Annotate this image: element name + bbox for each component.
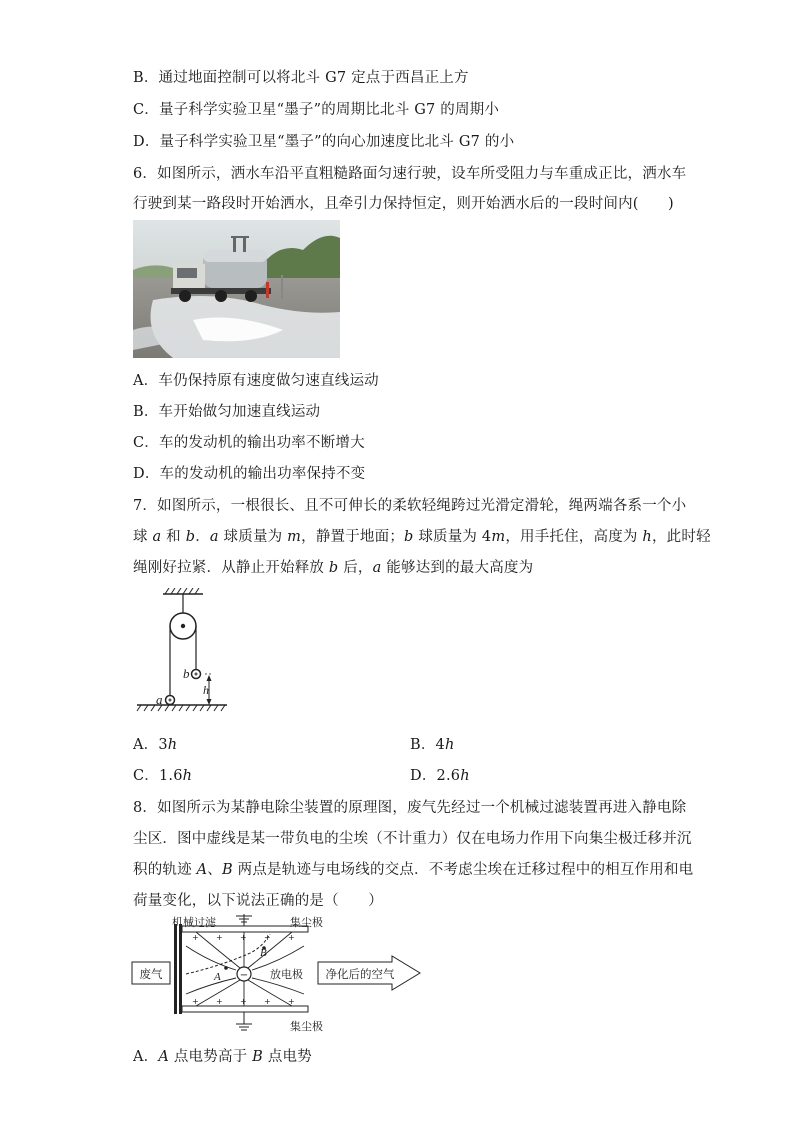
svg-text:+: + bbox=[264, 997, 271, 1006]
q8-option-a: A．A 点电势高于 B 点电势 bbox=[133, 1049, 312, 1065]
svg-text:+: + bbox=[216, 933, 223, 942]
q5-option-b: B．通过地面控制可以将北斗 G7 定点于西昌正上方 bbox=[133, 70, 469, 86]
q6-stem-line1: 6．如图所示，洒水车沿平直粗糙路面匀速行驶，设车所受阻力与车重成正比，洒水车 bbox=[133, 166, 687, 182]
q7-stem-line2: 球 a 和 b．a 球质量为 m，静置于地面；b 球质量为 4m，用手托住，高度为 h，此时轻 bbox=[133, 529, 711, 545]
svg-text:+: + bbox=[288, 933, 295, 942]
label-waste-gas: 废气 bbox=[139, 967, 163, 981]
label-point-b: B bbox=[260, 947, 267, 959]
electrostatic-precipitator-diagram bbox=[130, 912, 430, 1044]
sprinkler-truck-photo bbox=[133, 220, 340, 358]
svg-text:+: + bbox=[216, 997, 223, 1006]
q6-option-d: D．车的发动机的输出功率保持不变 bbox=[133, 466, 366, 482]
q5-option-d: D．量子科学实验卫星“墨子”的向心加速度比北斗 G7 的小 bbox=[133, 134, 515, 150]
pulley-diagram bbox=[135, 588, 235, 722]
q7-option-d: D．2.6h bbox=[410, 768, 470, 784]
minus-sign: − bbox=[239, 970, 249, 981]
q6-option-c: C．车的发动机的输出功率不断增大 bbox=[133, 435, 365, 451]
label-b: b bbox=[183, 666, 190, 681]
svg-text:+: + bbox=[192, 997, 199, 1006]
svg-text:+: + bbox=[240, 997, 247, 1006]
q8-stem-line2: 尘区．图中虚线是某一带负电的尘埃（不计重力）仅在电场力作用下向集尘极迁移并沉 bbox=[133, 831, 692, 847]
q7-option-b: B．4h bbox=[410, 737, 455, 753]
q6-option-a: A．车仍保持原有速度做匀速直线运动 bbox=[133, 373, 379, 389]
svg-text:+: + bbox=[288, 997, 295, 1006]
label-collector-top: 集尘极 bbox=[290, 916, 323, 929]
svg-text:+: + bbox=[192, 933, 199, 942]
svg-text:+: + bbox=[240, 933, 247, 942]
svg-text:+: + bbox=[264, 933, 271, 942]
label-collector-bottom: 集尘极 bbox=[290, 1020, 323, 1033]
label-discharge-electrode: 放电极 bbox=[270, 968, 303, 981]
q7-stem-line3: 绳刚好拉紧．从静止开始释放 b 后，a 能够达到的最大高度为 bbox=[133, 560, 534, 576]
q7-option-a: A．3h bbox=[133, 737, 178, 753]
label-filter: 机械过滤 bbox=[172, 916, 216, 929]
q8-stem-line3: 积的轨迹 A、B 两点是轨迹与电场线的交点．不考虑尘埃在迁移过程中的相互作用和电 bbox=[133, 862, 694, 878]
q8-stem-line1: 8．如图所示为某静电除尘装置的原理图，废气先经过一个机械过滤装置再进入静电除 bbox=[133, 800, 687, 816]
label-h: h bbox=[203, 683, 209, 697]
label-a: a bbox=[156, 692, 163, 707]
q6-option-b: B．车开始做匀加速直线运动 bbox=[133, 404, 321, 420]
q7-option-c: C．1.6h bbox=[133, 768, 193, 784]
q7-stem-line1: 7．如图所示，一根很长、且不可伸长的柔软轻绳跨过光滑定滑轮，绳两端各系一个小 bbox=[133, 498, 687, 514]
q5-option-c: C．量子科学实验卫星“墨子”的周期比北斗 G7 的周期小 bbox=[133, 102, 500, 118]
label-point-a: A bbox=[214, 971, 221, 983]
label-clean-air: 净化后的空气 bbox=[325, 967, 395, 981]
q6-stem-line2: 行驶到某一路段时开始洒水，且牵引力保持恒定，则开始洒水后的一段时间内( ) bbox=[133, 196, 674, 212]
q8-stem-line4: 荷量变化，以下说法正确的是（ ） bbox=[133, 893, 383, 909]
